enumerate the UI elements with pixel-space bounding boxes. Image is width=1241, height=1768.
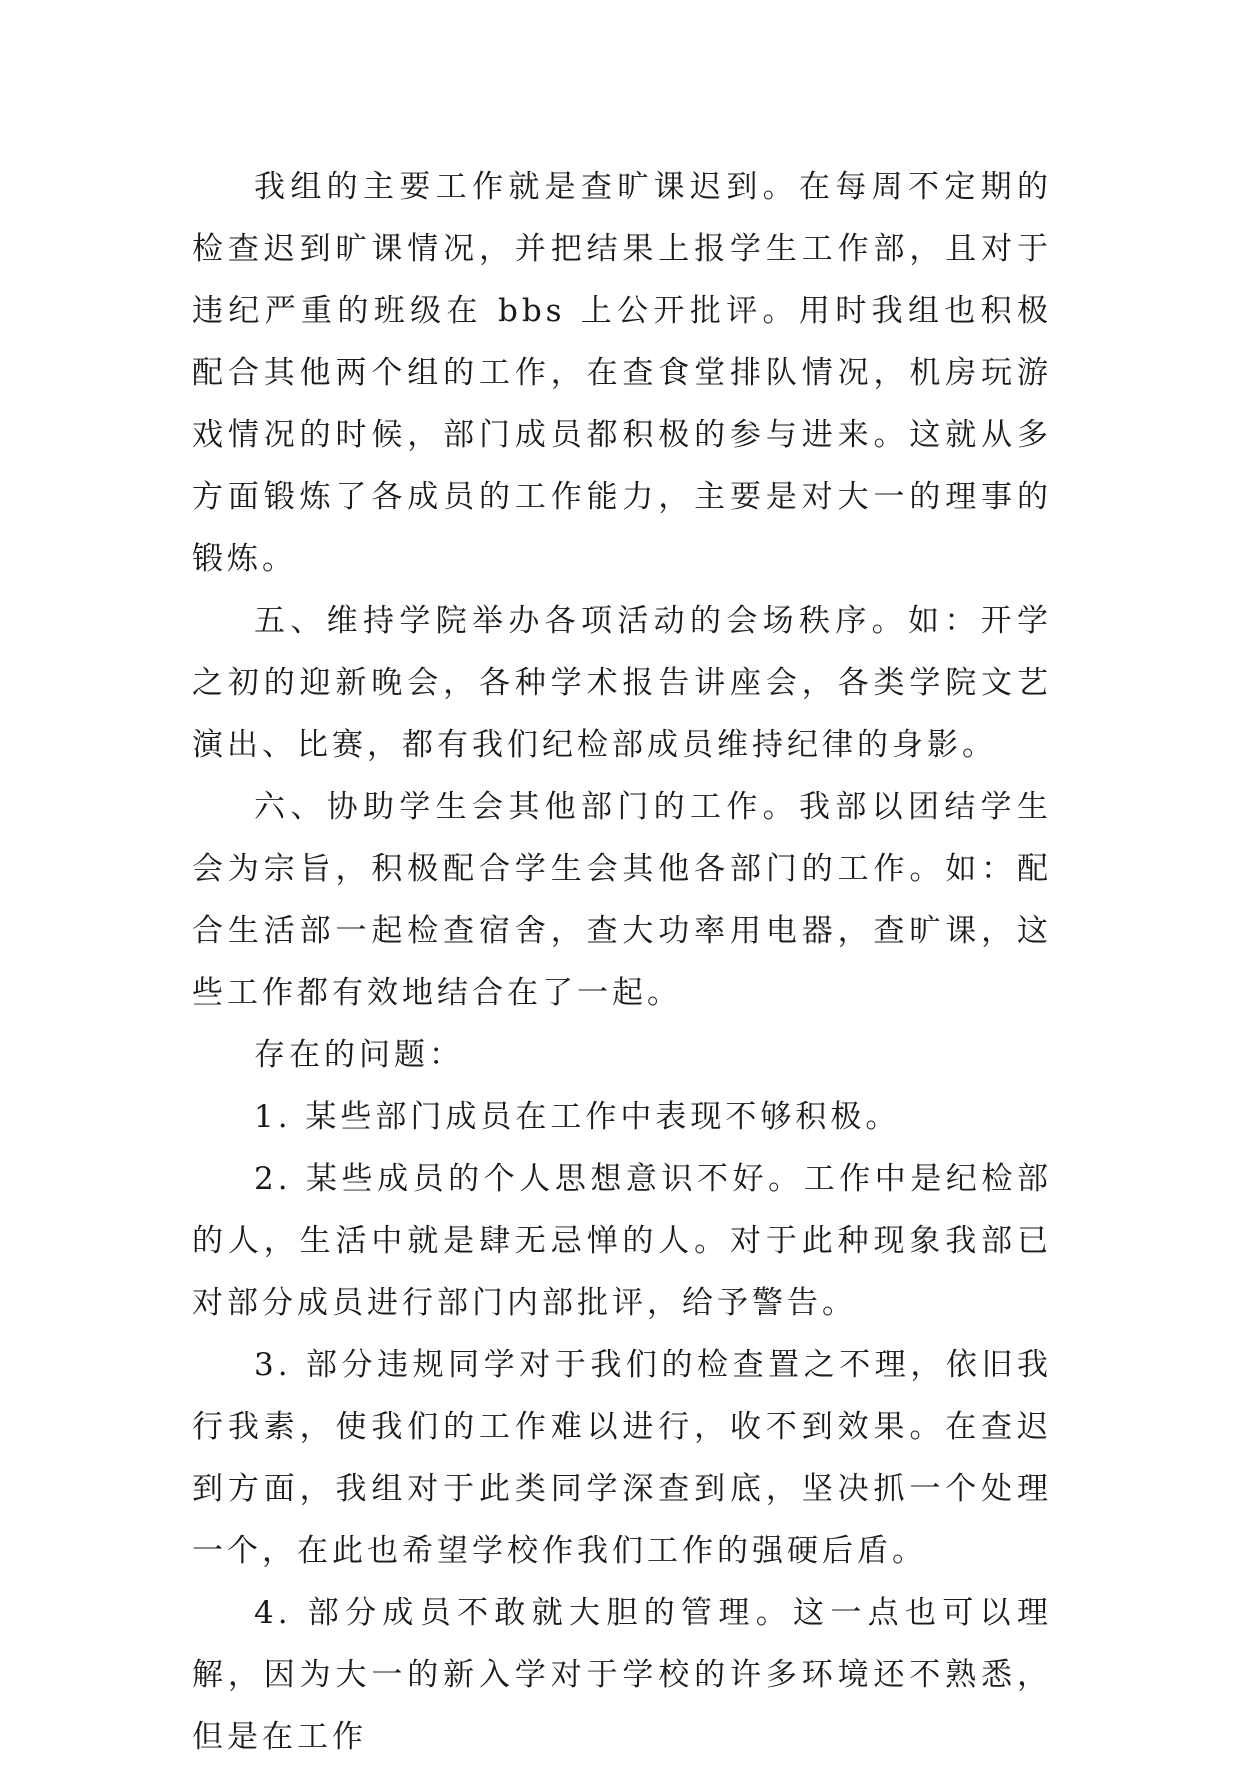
paragraph-section-six: 六、协助学生会其他部门的工作。我部以团结学生会为宗旨，积极配合学生会其他各部门的工作。如：配合生活部一起检查宿舍，查大功率用电器，查旷课，这些工作都有效地结合在了一起。 bbox=[192, 789, 1052, 1011]
paragraph-section-five: 五、维持学院举办各项活动的会场秩序。如：开学之初的迎新晚会，各种学术报告讲座会，各类学院文艺演出、比赛，都有我们纪检部成员维持纪律的身影。 bbox=[192, 603, 1052, 763]
paragraph-problem-4: 4. 部分成员不敢就大胆的管理。这一点也可以理解，因为大一的新入学对于学校的许多环境还不熟悉，但是在工作 bbox=[192, 1595, 1052, 1755]
paragraph-problems-heading: 存在的问题： bbox=[254, 1037, 464, 1073]
paragraph-problem-3: 3. 部分违规同学对于我们的检查置之不理，依旧我行我素，使我们的工作难以进行，收不到效果。在查迟到方面，我组对于此类同学深查到底，坚决抓一个处理一个，在此也希望学校作我们工作的强硬后盾。 bbox=[192, 1347, 1052, 1569]
paragraph-problem-2: 2. 某些成员的个人思想意识不好。工作中是纪检部的人，生活中就是肆无忌惮的人。对于此种现象我部已对部分成员进行部门内部批评，给予警告。 bbox=[192, 1161, 1052, 1321]
paragraph-problem-1: 1. 某些部门成员在工作中表现不够积极。 bbox=[254, 1099, 901, 1135]
paragraph-attendance-check: 我组的主要工作就是查旷课迟到。在每周不定期的检查迟到旷课情况，并把结果上报学生工作部，且对于违纪严重的班级在 bbs 上公开批评。用时我组也积极配合其他两个组的工作，在查食堂排队情况，机房玩游戏情况的时候，部门成员都积极的参与进来。这就从多方面锻炼了各成员的工作能力，主要是对大一的理事的锻炼。 bbox=[192, 169, 1052, 577]
document-page bbox=[192, 156, 1052, 1768]
